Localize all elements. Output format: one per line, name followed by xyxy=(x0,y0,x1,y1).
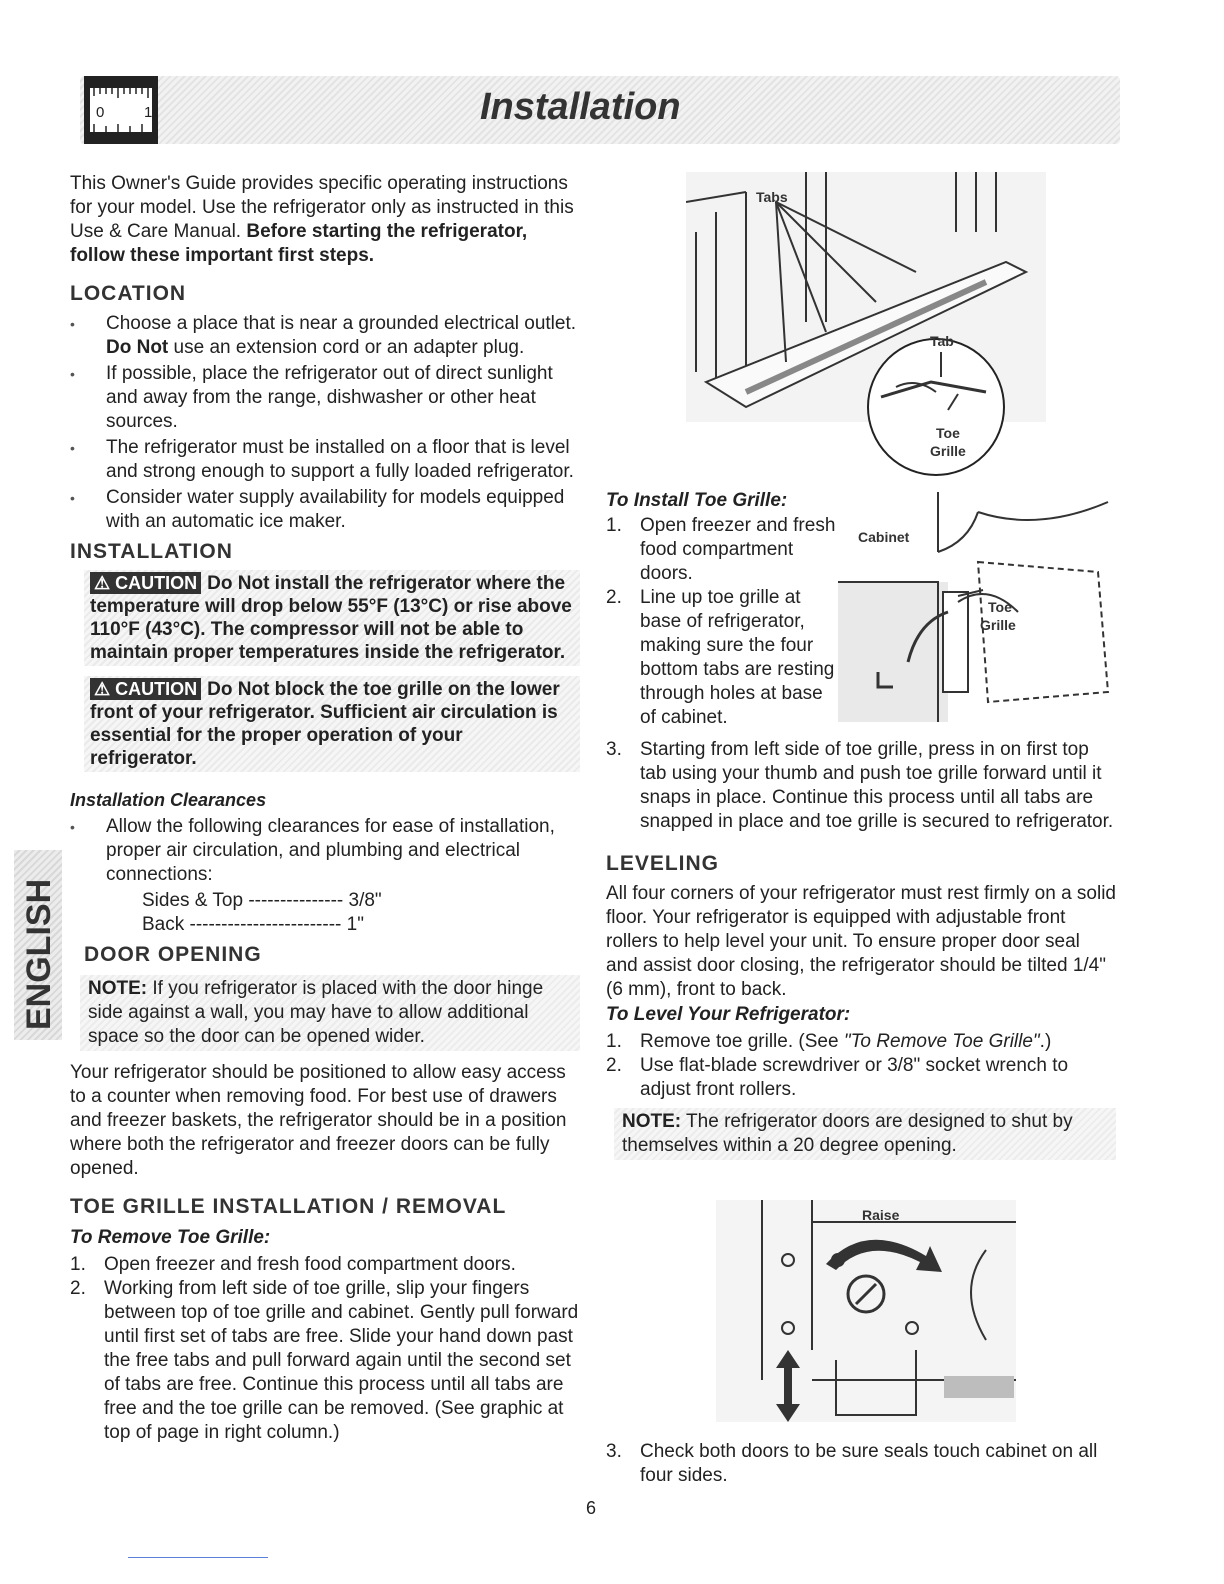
caution-label: CAUTION xyxy=(115,573,198,593)
list-item: • If possible, place the refrigerator out of direct sunlight and away from the range, dishwasher or other heat sources. xyxy=(70,362,580,434)
level-step-text: Use flat-blade screwdriver or 3/8" socket wrench to adjust front rollers. xyxy=(640,1055,1069,1100)
list-item: 2. Working from left side of toe grille, slip your fingers between top of toe grille and cabinet. Gently pull forward until first set of tabs are free. Slide your hand down past the free tabs and pull forward again until the second set of tabs are free. Continue this process until all tabs are free and the toe grille can be removed. (See graphic at top of page in right column.) xyxy=(70,1278,579,1443)
leveling-body: All four corners of your refrigerator must rest firmly on a solid floor. Your refrigerator is equipped with adjustable front rollers to help level your unit. To ensure proper door seal and assist door closing, the refrigerator should be tilted 1/4" (6 mm), front to back. xyxy=(606,883,1117,1000)
list-item: 1. Remove toe grille. (See "To Remove Toe Grille".) xyxy=(606,1031,1052,1052)
clearances-list xyxy=(70,815,580,887)
footer-divider xyxy=(128,1557,268,1558)
page-title: Installation xyxy=(480,86,681,128)
door-note-label: NOTE: xyxy=(88,978,148,999)
door-opening-body: Your refrigerator should be positioned to allow easy access to a counter when removing food. For best use of drawers and freezer baskets, the refrigerator should be in a position where both the refrigerator and freezer doors can be fully opened. xyxy=(70,1062,567,1179)
location-bullet-rest: use an extension cord or an adapter plug. xyxy=(173,337,525,358)
list-item: 1. Open freezer and fresh food compartment doors. xyxy=(70,1254,516,1275)
intro-paragraph xyxy=(70,172,580,268)
installation-heading: INSTALLATION xyxy=(70,540,233,563)
ruler-label-1: 1 xyxy=(144,104,153,121)
leveling-note-text: The refrigerator doors are designed to shut by themselves within a 20 degree opening. xyxy=(622,1111,1073,1156)
list-item: 3. Starting from left side of toe grille, press in on first top tab using your thumb and push toe grille forward until it snaps in place. Continue this process until all tabs are snapped in place and toe grille is secured to refrigerator. xyxy=(606,739,1114,832)
install-step-text: Open freezer and fresh food compartment doors. xyxy=(640,515,836,584)
caution-text-1: Do Not install the refrigerator where the temperature will drop below 55°F (13°C) or rise above 110°F (43°C). The compressor will not be able to maintain proper temperatures inside the refrigerator. xyxy=(90,573,572,663)
fig1-toe-label: Toe xyxy=(936,425,960,441)
location-bullet-text: Choose a place that is near a grounded electrical outlet. xyxy=(106,313,577,334)
language-tab-text: ENGLISH xyxy=(20,878,58,1030)
caution-badge: ⚠ CAUTION xyxy=(90,678,201,700)
roller-figure xyxy=(716,1200,1016,1422)
ruler-icon xyxy=(84,76,158,144)
fig2-grille-label: Grille xyxy=(980,617,1016,633)
caution-box-2 xyxy=(84,676,580,772)
level-step-1-prefix: Remove toe grille. (See xyxy=(640,1031,844,1052)
install-section xyxy=(606,490,836,730)
list-item: • Allow the following clearances for ease of installation, proper air circulation, and plumbing and electrical connections: xyxy=(70,815,580,887)
door-note-text: If you refrigerator is placed with the door hinge side against a wall, you may have to allow additional space so the door can be opened wider. xyxy=(88,978,544,1047)
intro-text: This Owner's Guide provides specific operating instructions for your model. Use the refrigerator only as instructed in this Use & Care Manual. xyxy=(70,173,574,242)
list-item: 3. Check both doors to be sure seals touch cabinet on all four sides. xyxy=(606,1441,1098,1486)
level-step-1-suffix: .) xyxy=(1039,1031,1052,1052)
level-step-1-ref: "To Remove Toe Grille" xyxy=(843,1031,1040,1052)
fig1-grille-label: Grille xyxy=(930,443,966,459)
fig2-toe-label: Toe xyxy=(988,599,1012,615)
list-item: • Consider water supply availability for models equipped with an automatic ice maker. xyxy=(70,486,580,534)
language-tab-label xyxy=(14,850,62,1040)
clearance-sides-top: Sides & Top --------------- 3/8" xyxy=(142,890,382,911)
cabinet-figure xyxy=(838,492,1118,742)
list-item: • The refrigerator must be installed on a floor that is level and strong enough to support a fully loaded refrigerator. xyxy=(70,436,580,484)
install-step-3 xyxy=(606,738,1116,1160)
list-item: 2. Line up toe grille at base of refrigerator, making sure the four bottom tabs are resting through holes at base of cabinet. xyxy=(606,587,835,728)
fig3-raise-label: Raise xyxy=(862,1207,900,1223)
leveling-heading: LEVELING xyxy=(606,852,720,875)
caution-box-1 xyxy=(84,570,580,666)
install-steps xyxy=(606,514,836,730)
location-bullet-bold: Do Not xyxy=(106,337,169,358)
level-step-3 xyxy=(606,1440,1116,1488)
remove-step-text: Working from left side of toe grille, slip your fingers between top of toe grille and cabinet. Gently pull forward until first set of tabs are free. Slide your hand down past the free tabs and pull forward again until the second set of tabs are free. Continue this process until all tabs are free and the toe grille can be removed. (See graphic at top of page in right column.) xyxy=(104,1278,579,1443)
remove-heading: To Remove Toe Grille: xyxy=(70,1227,271,1248)
level-heading: To Level Your Refrigerator: xyxy=(606,1004,851,1025)
list-item: 1. Open freezer and fresh food compartment doors. xyxy=(606,515,836,584)
install-step-text: Starting from left side of toe grille, press in on first top tab using your thumb and push toe grille forward until it snaps in place. Continue this process until all tabs are snapped in place and toe grille is secured to refrigerator. xyxy=(640,739,1114,832)
level-steps xyxy=(606,1030,1116,1102)
intro-bold: Before starting the refrigerator, follow these important first steps. xyxy=(70,221,528,266)
fig1-tabs-label: Tabs xyxy=(756,189,788,205)
list-item xyxy=(70,312,580,360)
toe-grille-heading: TOE GRILLE INSTALLATION / REMOVAL xyxy=(70,1195,507,1218)
remove-steps xyxy=(70,1253,580,1445)
door-note xyxy=(80,975,580,1051)
page-number: 6 xyxy=(586,1498,597,1518)
door-opening-heading: DOOR OPENING xyxy=(84,943,262,966)
level-steps-cont xyxy=(606,1440,1116,1488)
caution-label: CAUTION xyxy=(115,679,198,699)
install-step-text: Line up toe grille at base of refrigerator, making sure the four bottom tabs are resting through holes at base of cabinet. xyxy=(640,587,835,728)
fig1-tab-label: Tab xyxy=(930,333,954,349)
fig2-cabinet-label: Cabinet xyxy=(858,529,910,545)
caution-badge: ⚠ CAUTION xyxy=(90,572,201,594)
location-heading: LOCATION xyxy=(70,282,187,305)
clearances-heading: Installation Clearances xyxy=(70,790,267,810)
install-heading: To Install Toe Grille: xyxy=(606,490,788,511)
clearance-back: Back ------------------------ 1" xyxy=(142,914,364,935)
install-steps-cont xyxy=(606,738,1116,834)
leveling-note xyxy=(614,1108,1116,1160)
leveling-note-label: NOTE: xyxy=(622,1111,682,1132)
caution-text-2: Do Not block the toe grille on the lower front of your refrigerator. Sufficient air circulation is essential for the proper operation of your refrigerator. xyxy=(90,679,560,769)
toe-grille-figure xyxy=(686,172,1046,482)
level-step-text: Check both doors to be sure seals touch cabinet on all four sides. xyxy=(640,1441,1098,1486)
list-item: 2. Use flat-blade screwdriver or 3/8" socket wrench to adjust front rollers. xyxy=(606,1055,1069,1100)
ruler-label-0: 0 xyxy=(96,104,105,121)
left-column xyxy=(70,172,580,1445)
location-list xyxy=(70,312,580,534)
remove-step-text: Open freezer and fresh food compartment doors. xyxy=(104,1254,516,1275)
